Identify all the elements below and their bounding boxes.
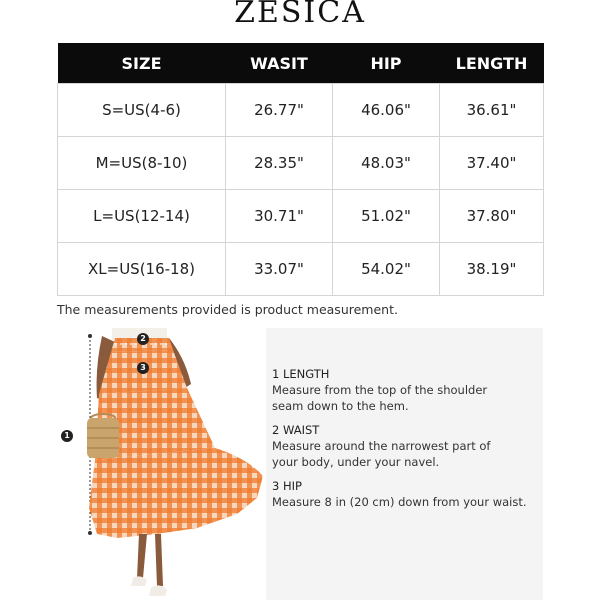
header-size: SIZE <box>58 43 226 84</box>
brand-logo: ZESICA <box>234 0 366 30</box>
cell-size: S=US(4-6) <box>58 84 226 137</box>
cell-length: 37.40" <box>440 137 544 190</box>
instruction-text: seam down to the hem. <box>272 399 409 413</box>
cell-size: L=US(12-14) <box>58 190 226 243</box>
instruction-waist <box>272 422 490 470</box>
cell-waist: 28.35" <box>226 137 333 190</box>
model-figure <box>57 328 266 600</box>
cell-hip: 48.03" <box>333 137 440 190</box>
cell-length: 38.19" <box>440 243 544 296</box>
header-waist: WASIT <box>226 43 333 84</box>
instruction-title: 2 WAIST <box>272 423 320 437</box>
instructions-panel <box>266 328 543 600</box>
table-row <box>58 84 544 137</box>
instruction-length <box>272 366 487 414</box>
cell-hip: 54.02" <box>333 243 440 296</box>
instruction-title: 3 HIP <box>272 479 302 493</box>
instruction-text: Measure from the top of the shoulder <box>272 383 488 397</box>
table-row <box>58 190 544 243</box>
marker-length-icon: 1 <box>61 430 73 442</box>
cell-waist: 26.77" <box>226 84 333 137</box>
size-chart-table <box>57 43 544 296</box>
marker-waist-icon: 2 <box>137 333 149 345</box>
cell-size: XL=US(16-18) <box>58 243 226 296</box>
cell-waist: 30.71" <box>226 190 333 243</box>
instruction-text: your body, under your navel. <box>272 455 440 469</box>
cell-length: 36.61" <box>440 84 544 137</box>
cell-hip: 46.06" <box>333 84 440 137</box>
cell-hip: 51.02" <box>333 190 440 243</box>
table-row <box>58 243 544 296</box>
marker-hip-icon: 3 <box>137 362 149 374</box>
header-hip: HIP <box>333 43 440 84</box>
instruction-hip <box>272 478 527 510</box>
cell-waist: 33.07" <box>226 243 333 296</box>
header-length: LENGTH <box>440 43 544 84</box>
instruction-text: Measure around the narrowest part of <box>272 439 491 453</box>
table-row <box>58 137 544 190</box>
cell-size: M=US(8-10) <box>58 137 226 190</box>
skirt-illustration <box>57 328 266 600</box>
table-header-row <box>58 43 544 84</box>
instruction-title: 1 LENGTH <box>272 367 330 381</box>
instruction-text: Measure 8 in (20 cm) down from your waist. <box>272 495 527 509</box>
cell-length: 37.80" <box>440 190 544 243</box>
measurement-note: The measurements provided is product measurement. <box>57 302 398 317</box>
